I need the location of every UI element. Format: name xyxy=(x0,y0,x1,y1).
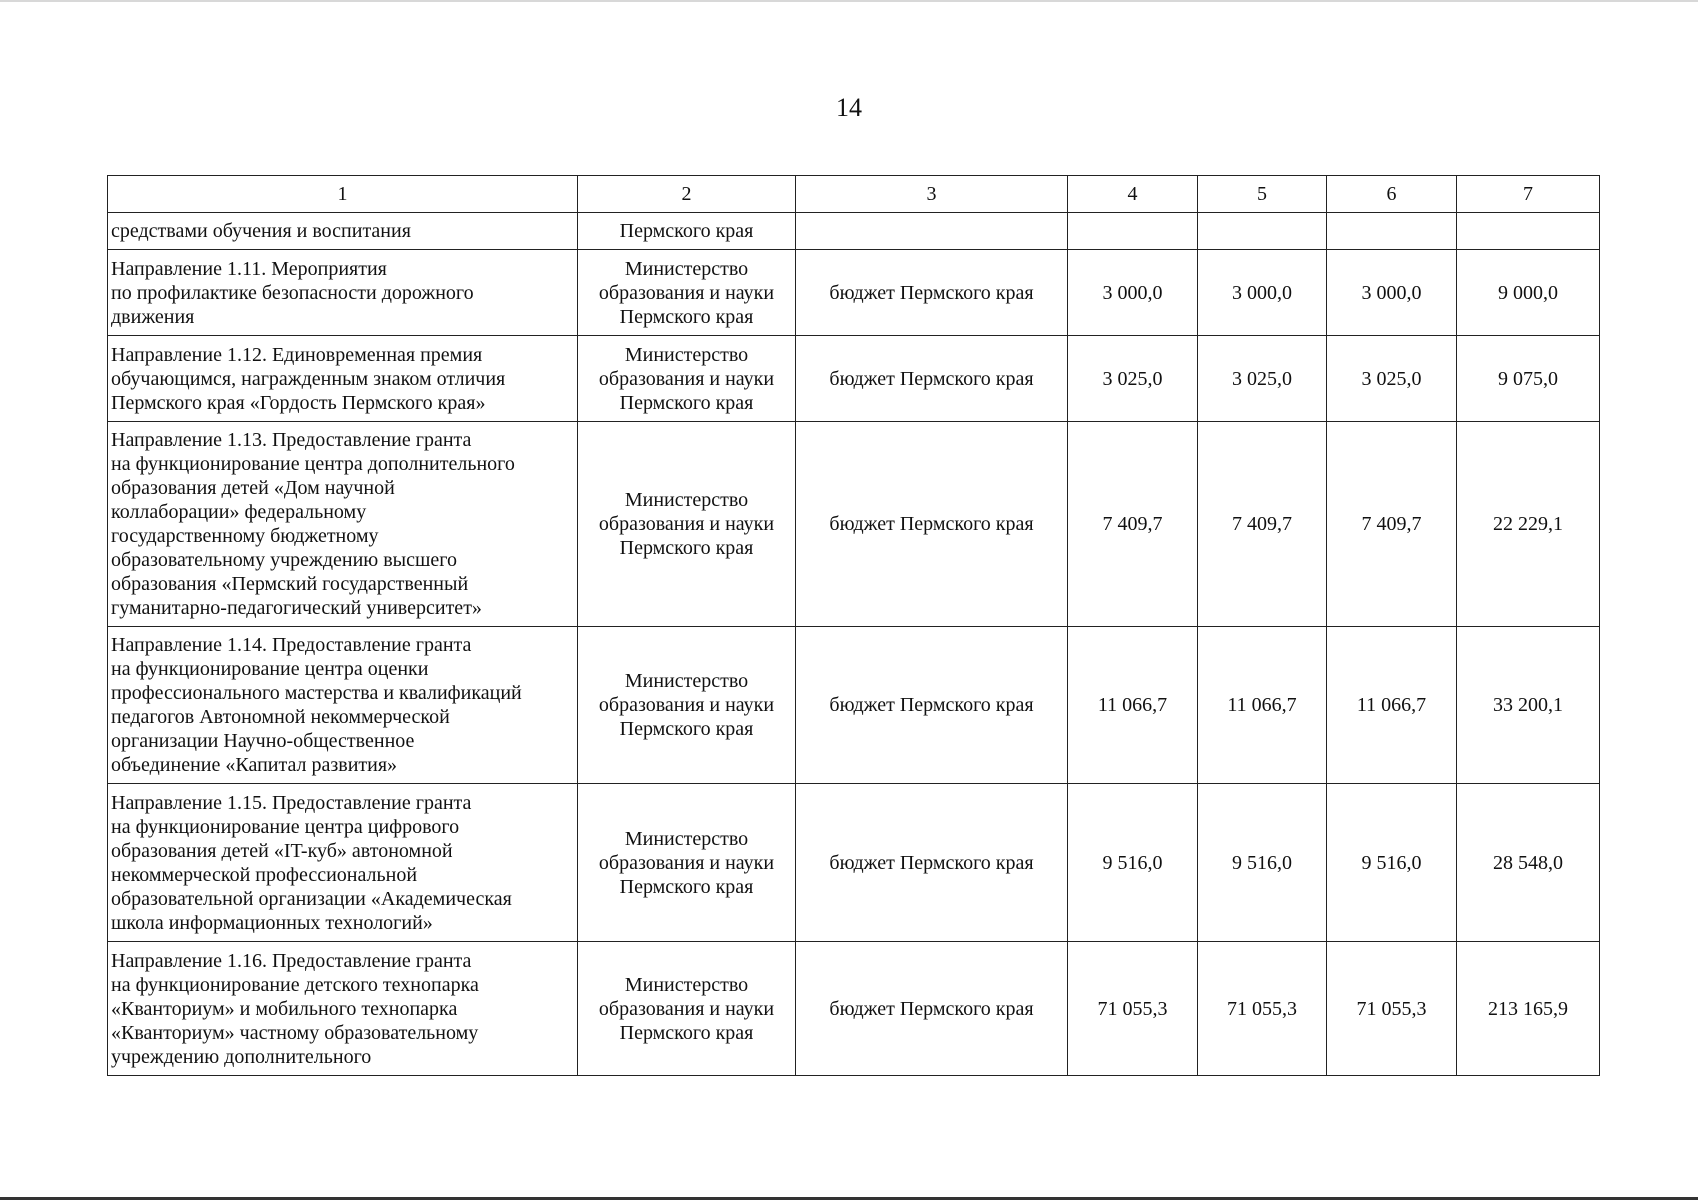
header-cell-3: 3 xyxy=(796,176,1068,213)
row-value-4: 9 516,0 xyxy=(1068,784,1198,942)
row-executor: Министерство образования и науки Пермского края xyxy=(578,336,796,422)
row-source: бюджет Пермского края xyxy=(796,422,1068,627)
row-executor: Министерство образования и науки Пермского края xyxy=(578,784,796,942)
row-value-7 xyxy=(1457,213,1600,250)
row-value-4: 3 000,0 xyxy=(1068,250,1198,336)
row-description: средствами обучения и воспитания xyxy=(108,213,578,250)
row-description: Направление 1.14. Предоставление гранта на функционирование центра оценки профессионального мастерства и квалификаций педагогов Автономной некоммерческой организации Научно-общественное объединение «Капитал развития» xyxy=(108,627,578,784)
table-row xyxy=(108,942,1600,1076)
row-value-7: 213 165,9 xyxy=(1457,942,1600,1076)
row-value-6: 7 409,7 xyxy=(1327,422,1457,627)
row-source: бюджет Пермского края xyxy=(796,250,1068,336)
scan-edge-top xyxy=(0,0,1698,2)
row-executor: Пермского края xyxy=(578,213,796,250)
row-value-5: 9 516,0 xyxy=(1198,784,1327,942)
budget-table xyxy=(107,175,1600,1076)
header-cell-1: 1 xyxy=(108,176,578,213)
row-source: бюджет Пермского края xyxy=(796,942,1068,1076)
header-cell-6: 6 xyxy=(1327,176,1457,213)
table-row xyxy=(108,784,1600,942)
row-value-5: 71 055,3 xyxy=(1198,942,1327,1076)
table-row xyxy=(108,336,1600,422)
row-value-7: 33 200,1 xyxy=(1457,627,1600,784)
row-value-4: 71 055,3 xyxy=(1068,942,1198,1076)
table-row xyxy=(108,213,1600,250)
table-body xyxy=(108,176,1600,1076)
row-value-5: 3 000,0 xyxy=(1198,250,1327,336)
row-value-4: 3 025,0 xyxy=(1068,336,1198,422)
row-value-5: 7 409,7 xyxy=(1198,422,1327,627)
row-value-6: 71 055,3 xyxy=(1327,942,1457,1076)
header-cell-2: 2 xyxy=(578,176,796,213)
row-value-5: 11 066,7 xyxy=(1198,627,1327,784)
page-number: 14 xyxy=(836,93,862,122)
row-value-6 xyxy=(1327,213,1457,250)
header-cell-5: 5 xyxy=(1198,176,1327,213)
row-value-6: 3 025,0 xyxy=(1327,336,1457,422)
row-description: Направление 1.15. Предоставление гранта на функционирование центра цифрового образования детей «IT-куб» автономной некоммерческой профессиональной образовательной организации «Академическая школа информационных технологий» xyxy=(108,784,578,942)
row-source xyxy=(796,213,1068,250)
row-executor: Министерство образования и науки Пермского края xyxy=(578,942,796,1076)
row-executor: Министерство образования и науки Пермского края xyxy=(578,250,796,336)
row-value-7: 22 229,1 xyxy=(1457,422,1600,627)
header-cell-4: 4 xyxy=(1068,176,1198,213)
row-value-4: 11 066,7 xyxy=(1068,627,1198,784)
row-value-7: 9 000,0 xyxy=(1457,250,1600,336)
table-row xyxy=(108,627,1600,784)
row-value-4 xyxy=(1068,213,1198,250)
row-description: Направление 1.13. Предоставление гранта на функционирование центра дополнительного образования детей «Дом научной коллаборации» федеральному государственному бюджетному образовательному учреждению высшего образования «Пермский государственный гуманитарно-педагогический университет» xyxy=(108,422,578,627)
row-value-6: 9 516,0 xyxy=(1327,784,1457,942)
row-description: Направление 1.11. Мероприятия по профилактике безопасности дорожного движения xyxy=(108,250,578,336)
row-value-7: 9 075,0 xyxy=(1457,336,1600,422)
row-description: Направление 1.12. Единовременная премия обучающимся, награжденным знаком отличия Пермского края «Гордость Пермского края» xyxy=(108,336,578,422)
row-source: бюджет Пермского края xyxy=(796,784,1068,942)
row-value-4: 7 409,7 xyxy=(1068,422,1198,627)
row-description: Направление 1.16. Предоставление гранта на функционирование детского технопарка «Кванториум» и мобильного технопарка «Кванториум» частному образовательному учреждению дополнительного xyxy=(108,942,578,1076)
row-value-6: 3 000,0 xyxy=(1327,250,1457,336)
table-row xyxy=(108,250,1600,336)
header-row xyxy=(108,176,1600,213)
row-source: бюджет Пермского края xyxy=(796,336,1068,422)
table-row xyxy=(108,422,1600,627)
row-value-5 xyxy=(1198,213,1327,250)
row-value-7: 28 548,0 xyxy=(1457,784,1600,942)
row-source: бюджет Пермского края xyxy=(796,627,1068,784)
row-value-5: 3 025,0 xyxy=(1198,336,1327,422)
row-value-6: 11 066,7 xyxy=(1327,627,1457,784)
row-executor: Министерство образования и науки Пермского края xyxy=(578,627,796,784)
header-cell-7: 7 xyxy=(1457,176,1600,213)
row-executor: Министерство образования и науки Пермского края xyxy=(578,422,796,627)
